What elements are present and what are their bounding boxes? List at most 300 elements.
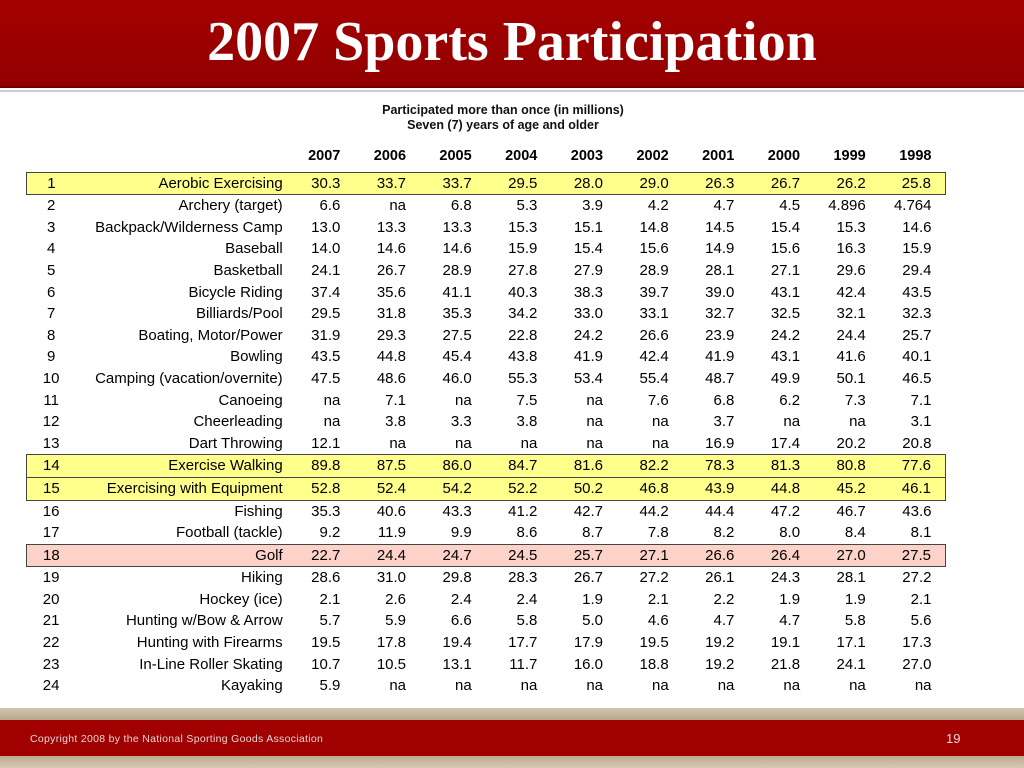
row-value-2006: 35.6 [376, 283, 407, 301]
table-row [27, 455, 946, 478]
row-value-2006: 17.8 [376, 634, 407, 652]
table-caption-line2: Seven (7) years of age and older [407, 118, 599, 132]
row-value-1999: 24.1 [836, 655, 866, 673]
row-value-1999: 27.0 [814, 544, 880, 567]
row-value-2002: na [652, 677, 669, 695]
table-row [27, 238, 946, 260]
row-value-2000: 4.5 [779, 197, 801, 215]
table-row [27, 522, 946, 544]
table-caption-line1: Participated more than once (in millions) [382, 103, 624, 117]
row-value-2007: 31.9 [311, 326, 341, 344]
row-value-2007: 43.5 [311, 348, 341, 366]
row-value-2005: 45.4 [442, 348, 472, 366]
row-value-1999: 28.1 [836, 569, 866, 587]
row-value-2002: 42.4 [639, 348, 669, 366]
row-value-1998: 4.764 [893, 197, 932, 215]
row-value-1998: 2.1 [910, 590, 932, 608]
row-value-2002: 27.2 [639, 569, 669, 587]
row-value-2001: 43.9 [683, 477, 749, 500]
row-value-2004: 15.9 [508, 240, 538, 258]
row-value-2005: 14.6 [442, 240, 472, 258]
row-sport-name: Exercise Walking [76, 455, 289, 478]
table-row [27, 195, 946, 217]
row-value-2000: 49.9 [770, 369, 801, 387]
row-value-2004: 27.8 [508, 261, 538, 279]
row-value-2000: 32.5 [770, 305, 801, 323]
row-value-2006: 13.3 [376, 218, 407, 236]
row-value-2001: 3.7 [713, 413, 735, 431]
row-value-2002: 15.6 [639, 240, 669, 258]
row-value-2006: na [389, 434, 407, 452]
row-rank: 20 [42, 590, 60, 608]
row-value-2000: 6.2 [779, 391, 801, 409]
row-value-2005: 54.2 [420, 477, 486, 500]
row-value-2000: 24.2 [770, 326, 801, 344]
row-value-2006: 44.8 [376, 348, 407, 366]
row-rank: 4 [46, 240, 56, 258]
row-value-2006: 3.8 [385, 413, 407, 431]
row-value-2007: 47.5 [311, 369, 341, 387]
year-header-2000: 2000 [767, 148, 801, 164]
row-value-2000: 26.4 [748, 544, 814, 567]
row-value-1999: 17.1 [836, 634, 866, 652]
row-value-2002: 2.1 [647, 590, 669, 608]
row-value-1998: 46.1 [880, 477, 946, 500]
row-value-1999: 45.2 [814, 477, 880, 500]
row-value-1999: na [849, 677, 866, 695]
rank-header [27, 146, 76, 168]
row-value-2007: 6.6 [319, 197, 341, 215]
row-value-2003: 8.7 [582, 524, 604, 542]
row-value-2007: 35.3 [311, 502, 341, 520]
row-value-2004: 15.3 [508, 218, 538, 236]
row-value-2004: 8.6 [516, 524, 538, 542]
row-value-1998: 29.4 [902, 261, 932, 279]
row-value-2001: 2.2 [713, 590, 735, 608]
row-value-2001: na [717, 677, 735, 695]
row-value-2006: 52.4 [354, 477, 420, 500]
row-value-2002: 27.1 [617, 544, 683, 567]
row-rank: 22 [42, 634, 60, 652]
row-value-2005: 24.7 [420, 544, 486, 567]
row-sport-name: Camping (vacation/overnite) [95, 369, 283, 387]
year-header-2007: 2007 [308, 148, 341, 164]
row-value-1999: 1.9 [844, 590, 866, 608]
row-sport-name: Baseball [225, 240, 283, 258]
title-bar [0, 0, 1024, 88]
row-value-2007: 19.5 [311, 634, 341, 652]
row-value-2005: 28.9 [442, 261, 472, 279]
row-value-2003: na [586, 677, 604, 695]
row-value-2001: 14.9 [705, 240, 735, 258]
row-value-2006: na [389, 677, 407, 695]
row-value-2002: 7.6 [647, 391, 669, 409]
table-row [27, 172, 946, 195]
footer-bottom-band [0, 756, 1024, 768]
row-value-2007: 24.1 [311, 261, 341, 279]
table-row [27, 282, 946, 304]
row-value-2005: 46.0 [442, 369, 472, 387]
row-value-2005: 86.0 [420, 455, 486, 478]
row-value-2007: 52.8 [289, 477, 355, 500]
row-rank: 8 [46, 326, 56, 344]
row-value-2005: 29.8 [442, 569, 472, 587]
row-rank: 2 [46, 197, 56, 215]
row-rank: 11 [43, 391, 59, 409]
row-rank: 10 [42, 369, 60, 387]
row-value-2001: 4.7 [713, 197, 735, 215]
row-value-2006: na [389, 197, 407, 215]
table-row [27, 390, 946, 412]
row-value-2002: 19.5 [639, 634, 669, 652]
row-value-2001: 14.5 [705, 218, 735, 236]
table-row [27, 433, 946, 455]
row-value-2005: 27.5 [442, 326, 472, 344]
row-sport-name: Hiking [240, 569, 283, 587]
table-row [27, 346, 946, 368]
row-value-2003: 25.7 [551, 544, 617, 567]
table-row [27, 675, 946, 697]
row-value-2004: 22.8 [508, 326, 538, 344]
row-value-2001: 78.3 [683, 455, 749, 478]
row-sport-name: Bowling [230, 348, 283, 366]
row-rank: 5 [46, 261, 56, 279]
row-value-2001: 26.1 [705, 569, 735, 587]
row-rank: 9 [46, 348, 56, 366]
row-value-2007: 22.7 [289, 544, 355, 567]
row-value-1999: 46.7 [836, 502, 866, 520]
row-rank: 17 [42, 524, 60, 542]
row-rank: 23 [42, 655, 60, 673]
row-value-1998: 27.0 [902, 655, 932, 673]
row-value-1999: 7.3 [844, 391, 866, 409]
year-header-1998: 1998 [899, 148, 932, 164]
row-value-2004: 28.3 [508, 569, 538, 587]
row-value-1999: 50.1 [836, 369, 866, 387]
row-rank: 7 [46, 305, 56, 323]
row-value-2004: na [520, 434, 538, 452]
row-value-1999: 15.3 [836, 218, 866, 236]
row-value-1999: 24.4 [836, 326, 866, 344]
row-value-2005: 13.1 [442, 655, 472, 673]
row-rank: 24 [42, 677, 60, 695]
row-value-2002: 46.8 [617, 477, 683, 500]
row-value-1998: 77.6 [880, 455, 946, 478]
row-sport-name: Boating, Motor/Power [138, 326, 283, 344]
year-header-2003: 2003 [570, 148, 604, 164]
row-value-2004: 34.2 [508, 305, 538, 323]
row-value-2001: 26.6 [683, 544, 749, 567]
row-value-2002: 26.6 [639, 326, 669, 344]
table-body [27, 172, 946, 697]
row-sport-name: Exercising with Equipment [76, 477, 289, 500]
row-value-2003: 16.0 [573, 655, 604, 673]
row-value-2001: 32.7 [705, 305, 735, 323]
row-value-2001: 41.9 [705, 348, 735, 366]
row-sport-name: Hunting with Firearms [136, 634, 283, 652]
table-row [27, 567, 946, 589]
row-value-2007: 13.0 [311, 218, 341, 236]
row-value-2006: 87.5 [354, 455, 420, 478]
row-sport-name: Bicycle Riding [188, 283, 283, 301]
row-value-2005: 33.7 [420, 172, 486, 195]
row-value-2002: 14.8 [639, 218, 669, 236]
row-value-2003: 27.9 [573, 261, 604, 279]
row-value-1998: 17.3 [902, 634, 932, 652]
row-value-2005: 43.3 [442, 502, 472, 520]
row-value-2006: 24.4 [354, 544, 420, 567]
row-value-2001: 48.7 [705, 369, 735, 387]
row-value-2005: 19.4 [442, 634, 472, 652]
row-value-2003: na [586, 434, 604, 452]
row-sport-name: Cheerleading [193, 413, 283, 431]
row-value-2007: 30.3 [289, 172, 355, 195]
table-row [27, 632, 946, 654]
row-value-2000: 26.7 [748, 172, 814, 195]
row-value-2001: 19.2 [705, 634, 735, 652]
row-value-2007: 2.1 [319, 590, 341, 608]
row-value-1999: 4.896 [828, 197, 866, 215]
row-sport-name: Canoeing [218, 391, 283, 409]
row-value-2002: 82.2 [617, 455, 683, 478]
row-sport-name: Backpack/Wilderness Camp [95, 218, 283, 236]
table-row [27, 477, 946, 500]
row-value-2001: 16.9 [705, 434, 735, 452]
row-rank: 14 [27, 455, 76, 478]
row-rank: 1 [27, 172, 76, 195]
footer-top-band [0, 708, 1024, 720]
row-value-2007: 28.6 [311, 569, 341, 587]
row-value-2004: 43.8 [508, 348, 538, 366]
row-value-2004: na [520, 677, 538, 695]
row-value-2004: 11.7 [509, 655, 538, 673]
row-value-2000: 4.7 [779, 612, 801, 630]
row-value-2004: 5.8 [516, 612, 538, 630]
row-sport-name: Basketball [213, 261, 283, 279]
row-value-2004: 84.7 [486, 455, 552, 478]
row-value-2006: 48.6 [376, 369, 407, 387]
row-value-2000: na [783, 413, 801, 431]
row-value-2005: na [455, 677, 472, 695]
row-sport-name: In-Line Roller Skating [139, 655, 283, 673]
sport-header [76, 146, 289, 168]
table-row [27, 610, 946, 632]
row-sport-name: Hockey (ice) [199, 590, 283, 608]
row-value-2003: 1.9 [582, 590, 604, 608]
year-header-2001: 2001 [702, 148, 735, 164]
row-value-2006: 29.3 [376, 326, 407, 344]
row-value-1999: 42.4 [836, 283, 866, 301]
row-value-2000: 1.9 [779, 590, 801, 608]
row-value-1999: 41.6 [836, 348, 866, 366]
row-value-2002: 4.6 [647, 612, 669, 630]
row-value-1998: 46.5 [902, 369, 932, 387]
row-sport-name: Hunting w/Bow & Arrow [125, 612, 283, 630]
row-value-1999: 20.2 [836, 434, 866, 452]
row-value-2000: 47.2 [770, 502, 801, 520]
row-value-2003: 24.2 [573, 326, 604, 344]
row-value-2006: 26.7 [376, 261, 407, 279]
row-value-2006: 31.8 [376, 305, 407, 323]
row-value-1999: 26.2 [814, 172, 880, 195]
table-row [27, 303, 946, 325]
row-value-2000: 8.0 [779, 524, 801, 542]
row-value-1998: 32.3 [902, 305, 932, 323]
row-value-2000: 19.1 [770, 634, 801, 652]
row-value-2001: 8.2 [713, 524, 735, 542]
row-value-2007: 9.2 [319, 524, 341, 542]
row-value-2003: 38.3 [573, 283, 604, 301]
row-value-2003: 15.4 [573, 240, 604, 258]
page-number: 19 [946, 731, 961, 746]
row-value-1999: 29.6 [836, 261, 866, 279]
row-value-2003: na [586, 391, 604, 409]
row-value-1998: 8.1 [910, 524, 932, 542]
row-value-2000: 27.1 [770, 261, 801, 279]
row-value-2000: 24.3 [770, 569, 801, 587]
row-value-1998: 5.6 [910, 612, 932, 630]
row-value-2002: 28.9 [639, 261, 669, 279]
row-value-2003: 50.2 [551, 477, 617, 500]
row-value-2001: 28.1 [705, 261, 735, 279]
slide-title: 2007 Sports Participation [207, 11, 817, 73]
row-rank: 12 [42, 413, 60, 431]
row-value-1998: 43.6 [902, 502, 932, 520]
row-sport-name: Golf [76, 544, 289, 567]
row-value-2006: 7.1 [385, 391, 407, 409]
row-value-2001: 44.4 [705, 502, 735, 520]
row-value-1998: na [914, 677, 932, 695]
row-value-2000: 17.4 [770, 434, 801, 452]
year-header-2002: 2002 [636, 148, 669, 164]
row-sport-name: Fishing [234, 502, 283, 520]
row-sport-name: Archery (target) [178, 197, 283, 215]
year-header-2006: 2006 [373, 148, 407, 164]
row-value-2001: 6.8 [713, 391, 735, 409]
row-value-1998: 40.1 [902, 348, 932, 366]
row-value-2004: 7.5 [516, 391, 538, 409]
row-sport-name: Aerobic Exercising [76, 172, 289, 195]
row-rank: 21 [42, 612, 60, 630]
row-value-2002: 4.2 [647, 197, 669, 215]
row-value-1998: 27.2 [902, 569, 932, 587]
row-rank: 3 [46, 218, 56, 236]
row-value-2005: na [455, 391, 472, 409]
row-value-2006: 40.6 [376, 502, 407, 520]
row-value-2006: 33.7 [354, 172, 420, 195]
row-value-2004: 2.4 [516, 590, 538, 608]
row-value-2002: 55.4 [639, 369, 669, 387]
row-value-2000: 43.1 [770, 348, 801, 366]
row-value-2000: 15.6 [770, 240, 801, 258]
row-value-2000: 15.4 [770, 218, 801, 236]
row-value-2006: 2.6 [385, 590, 407, 608]
row-value-2000: 81.3 [748, 455, 814, 478]
row-value-2003: 15.1 [573, 218, 604, 236]
year-header-1999: 1999 [833, 148, 866, 164]
row-value-2004: 55.3 [508, 369, 538, 387]
row-value-2007: 29.5 [311, 305, 341, 323]
row-value-2005: na [455, 434, 472, 452]
row-value-2003: 3.9 [582, 197, 604, 215]
row-value-2002: 7.8 [647, 524, 669, 542]
row-value-1999: 8.4 [844, 524, 866, 542]
table-row [27, 500, 946, 522]
row-value-1998: 43.5 [902, 283, 932, 301]
row-value-2002: 44.2 [639, 502, 669, 520]
participation-table [26, 146, 946, 697]
table-row [27, 217, 946, 239]
row-value-2004: 52.2 [486, 477, 552, 500]
row-sport-name: Dart Throwing [188, 434, 283, 452]
year-header-2004: 2004 [505, 148, 538, 164]
row-value-2004: 3.8 [516, 413, 538, 431]
row-rank: 18 [27, 544, 76, 567]
row-value-1998: 3.1 [910, 413, 932, 431]
row-value-2001: 26.3 [683, 172, 749, 195]
row-value-2005: 6.8 [450, 197, 472, 215]
row-value-2003: 17.9 [573, 634, 604, 652]
row-value-2005: 41.1 [442, 283, 472, 301]
row-value-2006: 31.0 [376, 569, 407, 587]
table-row [27, 325, 946, 347]
row-value-1998: 20.8 [902, 434, 932, 452]
row-value-2004: 17.7 [508, 634, 538, 652]
table-row [27, 544, 946, 567]
row-value-2003: 5.0 [582, 612, 604, 630]
row-value-2001: 39.0 [705, 283, 735, 301]
row-value-2004: 40.3 [508, 283, 538, 301]
row-value-2006: 14.6 [376, 240, 407, 258]
row-value-1998: 14.6 [902, 218, 932, 236]
row-rank: 19 [42, 569, 60, 587]
row-value-1999: 32.1 [836, 305, 866, 323]
row-sport-name: Kayaking [220, 677, 283, 695]
row-value-1998: 7.1 [910, 391, 932, 409]
row-rank: 16 [42, 502, 60, 520]
row-value-2002: na [652, 413, 669, 431]
row-value-2006: 5.9 [385, 612, 407, 630]
table-row [27, 654, 946, 676]
row-sport-name: Football (tackle) [175, 524, 283, 542]
row-value-2004: 24.5 [486, 544, 552, 567]
row-value-2001: 23.9 [705, 326, 735, 344]
row-value-2000: 43.1 [770, 283, 801, 301]
row-value-2003: na [586, 413, 604, 431]
row-value-2005: 13.3 [442, 218, 472, 236]
row-value-2003: 81.6 [551, 455, 617, 478]
year-header-row [27, 146, 946, 168]
row-value-2003: 53.4 [573, 369, 604, 387]
row-value-2003: 41.9 [573, 348, 604, 366]
row-rank: 13 [42, 434, 60, 452]
row-value-2006: 10.5 [376, 655, 407, 673]
row-value-1998: 15.9 [902, 240, 932, 258]
row-value-2003: 26.7 [573, 569, 604, 587]
row-value-2007: 12.1 [311, 434, 341, 452]
row-value-2003: 28.0 [551, 172, 617, 195]
row-value-2007: 5.9 [319, 677, 341, 695]
row-value-1998: 27.5 [880, 544, 946, 567]
row-value-2007: 89.8 [289, 455, 355, 478]
row-value-2000: 21.8 [770, 655, 801, 673]
row-value-2005: 35.3 [442, 305, 472, 323]
row-value-2002: 29.0 [617, 172, 683, 195]
row-value-2004: 5.3 [516, 197, 538, 215]
row-value-2002: 18.8 [639, 655, 669, 673]
year-header-2005: 2005 [439, 148, 472, 164]
row-value-2005: 6.6 [450, 612, 472, 630]
